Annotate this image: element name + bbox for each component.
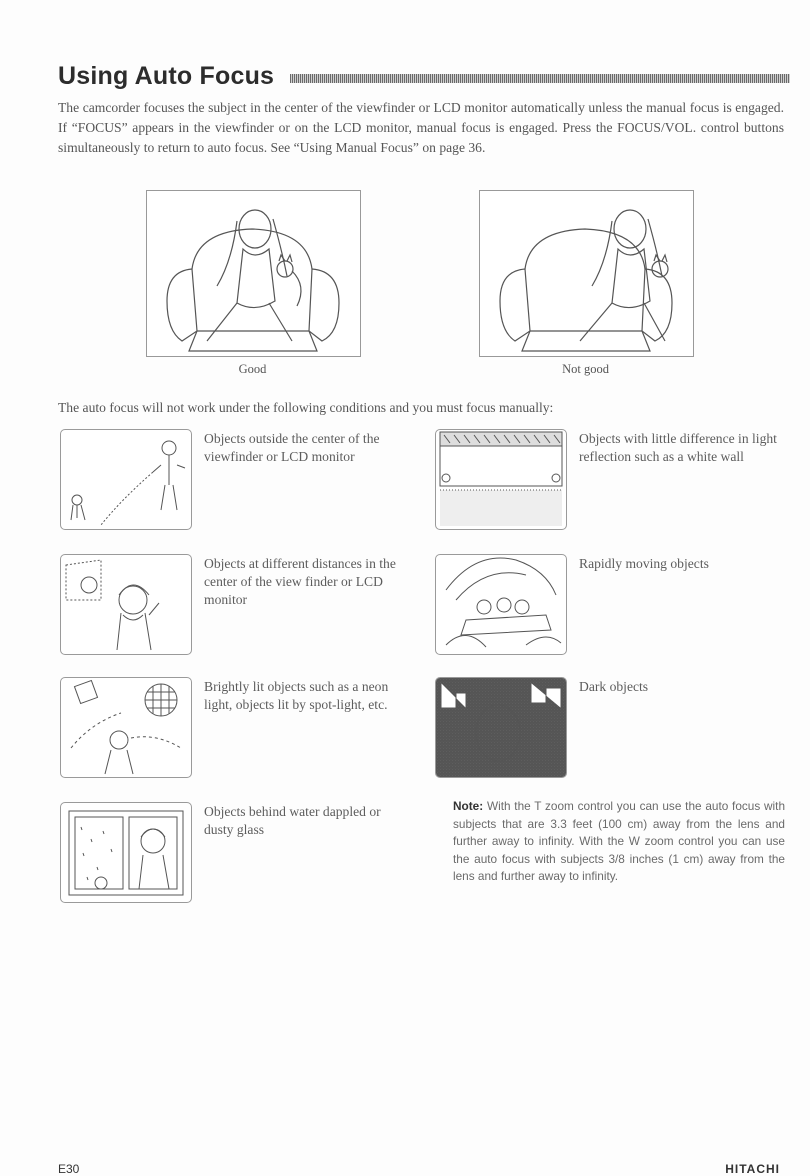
outside-center-thumbnail [60,429,192,530]
page-number: E30 [58,1162,80,1176]
dusty-glass-thumbnail [60,802,192,903]
different-distances-thumbnail [60,554,192,655]
condition-outside-center: Objects outside the center of the viewfinder or LCD monitor [204,431,380,464]
condition-different-distances: Objects at different distances in the center of the view finder or LCD monitor [204,556,396,607]
good-caption: Good [238,362,267,376]
section-header [58,62,790,96]
dark-objects-thumbnail [435,677,567,778]
not-good-caption: Not good [562,362,609,376]
title-rule [290,74,790,83]
note-text: With the T zoom control you can use the auto focus with subjects that are 3.3 feet (100 cm) away from the lens and further away to infinity. With the W zoom control you can use the auto focus with subjects 3/8 inches (1 cm) away from the lens and further away to infinity. [453,799,785,883]
conditions-lead: The auto focus will not work under the following conditions and you must focus manually: [58,400,554,415]
page-title: Using Auto Focus [58,62,275,90]
white-wall-thumbnail [435,429,567,530]
intro-paragraph: The camcorder focuses the subject in the center of the viewfinder or LCD monitor automatically unless the manual focus is engaged. If “FOCUS” appears in the viewfinder or on the LCD monitor, manual focus is engaged. Press the FOCUS/VOL. control buttons simultaneously to return to auto focus. See “Using Manual Focus” on page 36. [58,100,784,155]
note-label: Note: [453,799,484,813]
condition-white-wall: Objects with little difference in light reflection such as a white wall [579,431,777,464]
good-focus-illustration [146,190,361,357]
brand-name: HITACHI [725,1162,780,1176]
bright-light-thumbnail [60,677,192,778]
not-good-focus-illustration [479,190,694,357]
condition-bright-light: Brightly lit objects such as a neon light, objects lit by spot-light, etc. [204,679,389,712]
condition-dusty-glass: Objects behind water dappled or dusty glass [204,804,381,837]
moving-objects-thumbnail [435,554,567,655]
note-block [453,798,785,886]
condition-moving-objects: Rapidly moving objects [579,556,709,571]
condition-dark-objects: Dark objects [579,679,649,694]
